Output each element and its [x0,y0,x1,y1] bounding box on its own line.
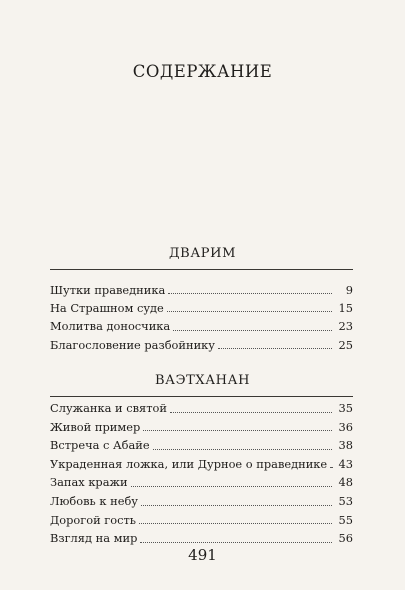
toc-entry [50,399,353,418]
page-number: 491 [188,546,217,564]
toc-entry-page: 38 [338,438,353,453]
toc-entry [50,436,353,455]
leader-dots [168,281,332,294]
section-title-vaethanan: ВАЭТХАНАН [0,373,405,397]
toc-entry-title: Запах кражи [50,475,128,490]
toc-entry-page: 48 [338,475,353,490]
leader-dots [143,418,332,432]
toc-entry [50,418,353,437]
toc-entry-page: 56 [338,531,353,546]
toc-entry [50,529,353,548]
leader-dots [330,455,332,469]
toc-entry [50,281,353,299]
toc-entry-page: 35 [338,401,353,415]
toc-entry-title: Благословение разбойнику [50,337,216,352]
toc-entry-title: Любовь к небу [50,493,139,508]
toc-entry-page: 9 [345,283,353,297]
toc-entry-page: 15 [338,301,353,316]
toc-list-dvarim [50,281,353,354]
toc-entry-title: Служанка и святой [50,401,167,415]
toc-entry-title: Шутки праведника [50,283,166,297]
leader-dots [153,436,332,450]
leader-dots [140,529,332,543]
leader-dots [141,492,332,506]
toc-entry-page: 43 [338,456,353,471]
toc-entry [50,455,353,474]
toc-entry [50,511,353,530]
toc-entry-page: 36 [338,419,353,434]
toc-entry-page: 53 [338,493,353,508]
toc-entry-title: Украденная ложка, или Дурное о праведнике [50,456,328,471]
toc-entry-title: Дорогой гость [50,512,137,527]
leader-dots [218,336,332,349]
toc-entry-page: 25 [338,337,353,352]
leader-dots [173,317,332,330]
toc-entry [50,336,353,354]
toc-entry-title: На Страшном суде [50,301,164,316]
toc-entry [50,299,353,317]
leader-dots [170,399,332,413]
toc-entry-title: Взгляд на мир [50,531,138,546]
toc-entry-title: Встреча с Абайе [50,438,150,453]
toc-entry [50,473,353,492]
section-title-dvarim: ДВАРИМ [0,246,405,270]
leader-dots [131,473,332,487]
toc-entry-page: 23 [338,319,353,334]
toc-entry-page: 55 [338,512,353,527]
page-title: СОДЕРЖАНИЕ [132,62,273,81]
toc-list-vaethanan [50,399,353,548]
toc-entry [50,492,353,511]
leader-dots [139,511,332,525]
toc-entry [50,317,353,335]
toc-entry-title: Молитва доносчика [50,319,171,334]
leader-dots [167,299,332,312]
toc-entry-title: Живой пример [50,419,141,434]
